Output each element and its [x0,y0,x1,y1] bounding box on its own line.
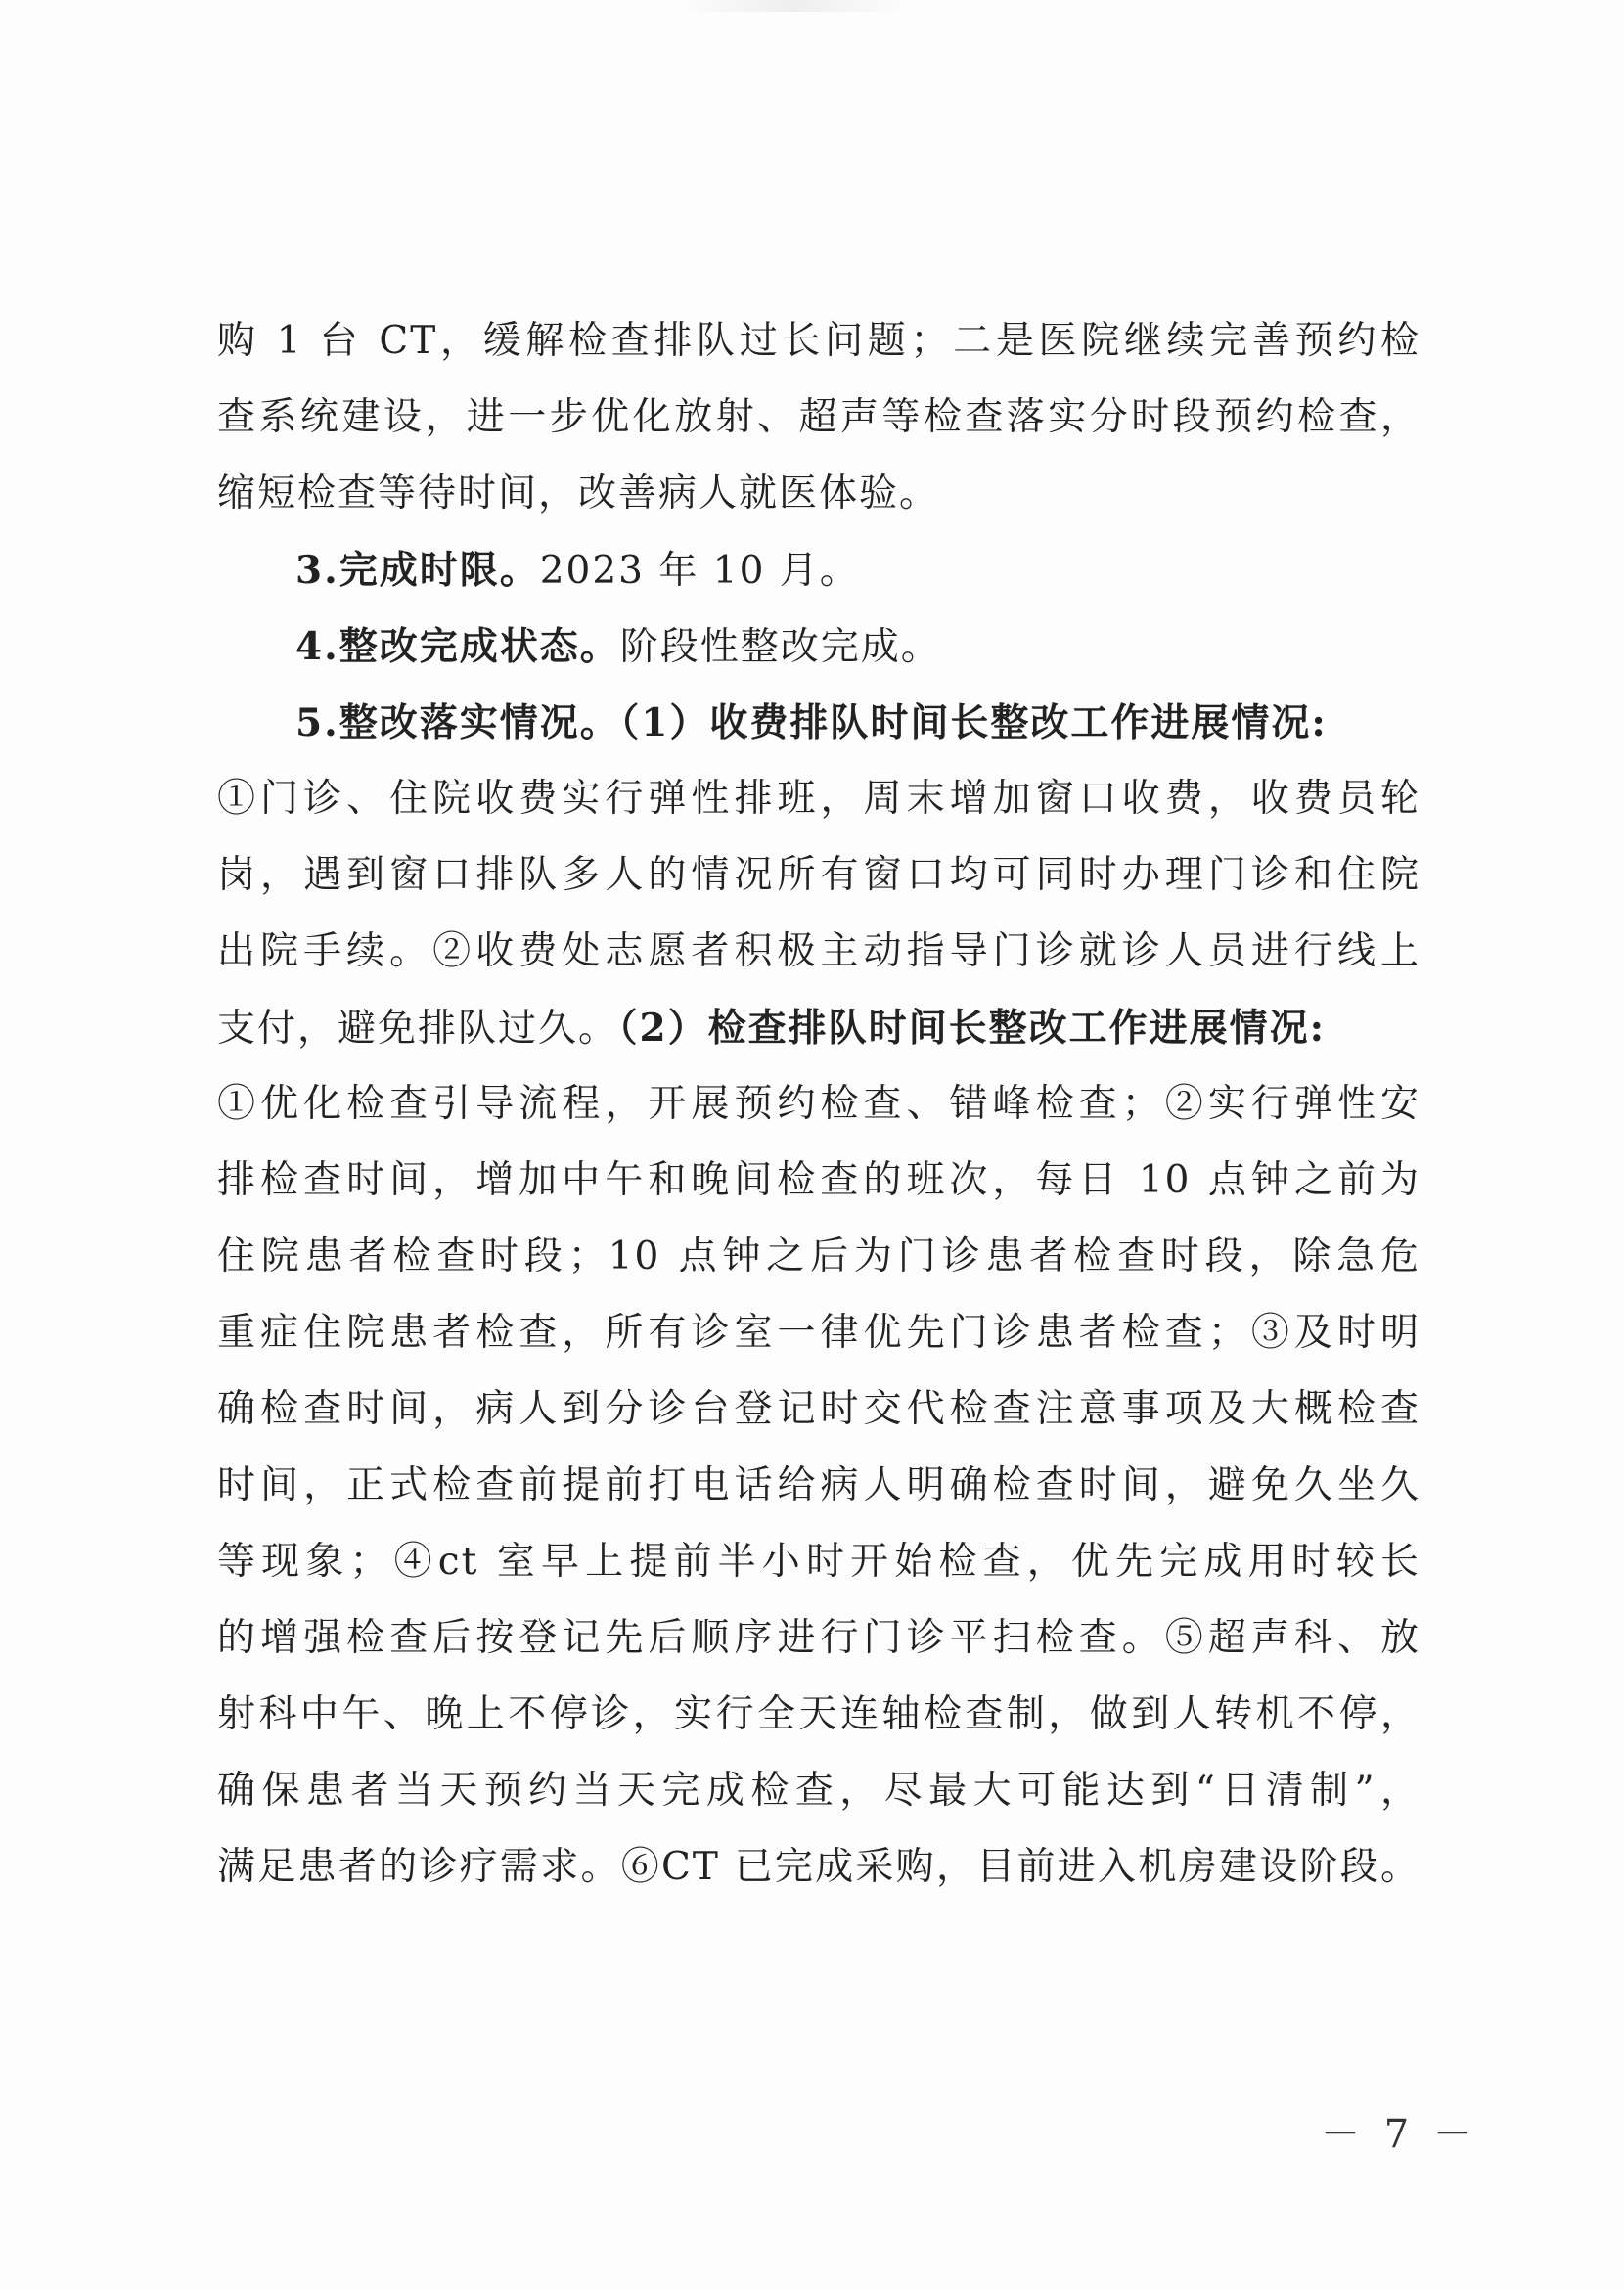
text-line: 查系统建设，进一步优化放射、超声等检查落实分时段预约检查， [217,395,1421,439]
text-line: ①门诊、住院收费实行弹性排班，周末增加窗口收费，收费员轮 [217,777,1421,821]
text-line: 出院手续。②收费处志愿者积极主动指导门诊就诊人员进行线上 [217,929,1421,973]
text-line: ①优化检查引导流程，开展预约检查、错峰检查；②实行弹性安 [217,1082,1421,1126]
text-line: 住院患者检查时段；10 点钟之后为门诊患者检查时段，除急危 [217,1234,1421,1279]
section-label: 4.整改完成状态。 [295,624,620,669]
text-line: 时间，正式检查前提前打电话给病人明确检查时间，避免久坐久 [217,1463,1421,1507]
page-number: － 7 － [1321,2112,1478,2157]
text-line: 满足患者的诊疗需求。⑥CT 已完成采购，目前进入机房建设阶段。 [217,1845,1421,1889]
text-line: 确保患者当天预约当天完成检查，尽最大可能达到“日清制”， [217,1769,1421,1813]
body-text [217,303,1421,1906]
completion-deadline [217,532,1421,608]
section-value: 2023 年 10 月。 [539,549,860,593]
text-line: 排检查时间，增加中午和晚间检查的班次，每日 10 点钟之前为 [217,1158,1421,1202]
text-line: 射科中午、晚上不停诊，实行全天连轴检查制，做到人转机不停， [217,1692,1421,1736]
text-line: 等现象；④ct 室早上提前半小时开始检查，优先完成用时较长 [217,1540,1421,1584]
text-line: 重症住院患者检查，所有诊室一律优先门诊患者检查；③及时明 [217,1311,1421,1355]
text-line: 的增强检查后按登记先后顺序进行门诊平扫检查。⑤超声科、放 [217,1616,1421,1660]
line-text: 支付，避免排队过久。 [217,1007,619,1051]
text-line: 缩短检查等待时间，改善病人就医体验。 [217,471,940,516]
text-line: 确检查时间，病人到分诊台登记时交代检查注意事项及大概检查 [217,1387,1421,1431]
section-label: 5.整改落实情况。（1）收费排队时间长整改工作进展情况: [295,700,1328,745]
section-value: 阶段性整改完成。 [619,625,941,669]
implementation-heading [217,685,1421,761]
text-line [217,990,1421,1066]
text-line: 岗，遇到窗口排队多人的情况所有窗口均可同时办理门诊和住院 [217,853,1421,897]
completion-status [217,608,1421,685]
section-label: 3.完成时限。 [295,548,540,593]
text-line: 购 1 台 CT，缓解检查排队过长问题；二是医院继续完善预约检 [217,319,1421,363]
scan-artifact [675,0,910,12]
subsection-label: （2）检查排队时间长整改工作进展情况: [618,1006,1327,1051]
